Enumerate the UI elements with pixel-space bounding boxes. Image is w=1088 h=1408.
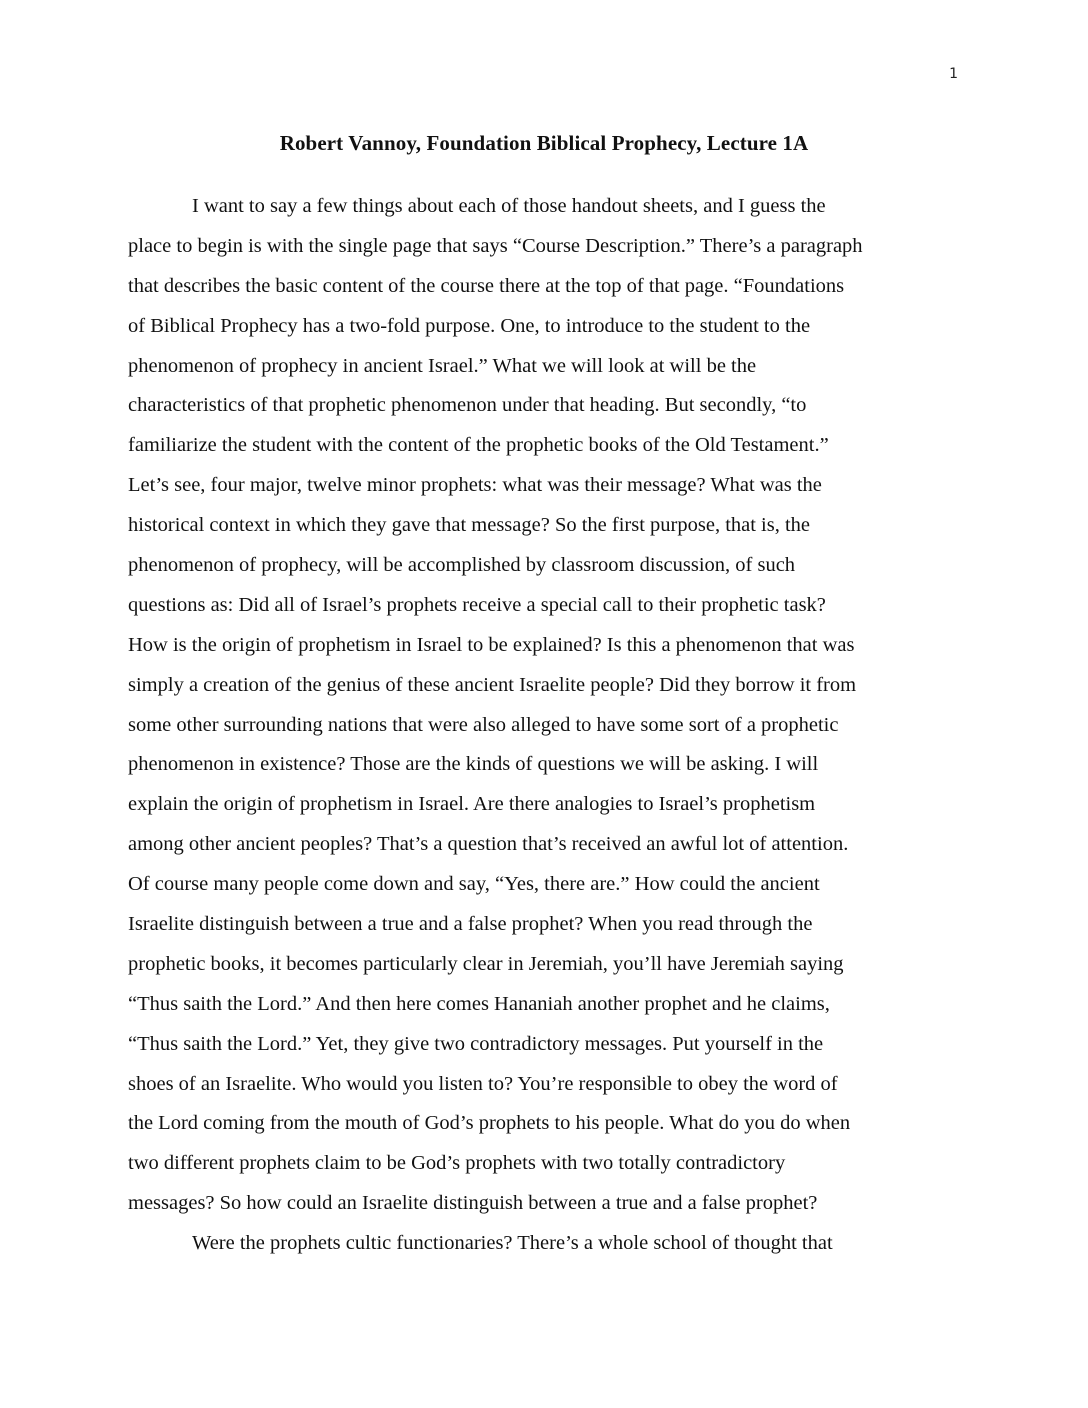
text-line: two different prophets claim to be God’s prophets with two totally contradictory [128, 1152, 786, 1175]
lecture-title: Robert Vannoy, Foundation Biblical Prophecy, Lecture 1A [279, 131, 809, 155]
text-line: “Thus saith the Lord.” And then here comes Hananiah another prophet and he claims, [128, 992, 830, 1015]
text-line: among other ancient peoples? That’s a question that’s received an awful lot of attention. [128, 833, 849, 856]
text-line: Let’s see, four major, twelve minor prophets: what was their message? What was the [128, 474, 822, 497]
text-line: “Thus saith the Lord.” Yet, they give two contradictory messages. Put yourself in the [128, 1032, 824, 1055]
text-line: phenomenon of prophecy, will be accomplished by classroom discussion, of such [128, 554, 796, 577]
text-line: prophetic books, it becomes particularly clear in Jeremiah, you’ll have Jeremiah saying [128, 952, 844, 975]
text-line: phenomenon in existence? Those are the kinds of questions we will be asking. I will [128, 753, 819, 776]
text-line: that describes the basic content of the course there at the top of that page. “Foundations [128, 274, 845, 297]
text-line: familiarize the student with the content of the prophetic books of the Old Testament.” [128, 434, 829, 457]
paragraph-2-first-line: Were the prophets cultic functionaries? There’s a whole school of thought that [192, 1232, 833, 1255]
text-line: characteristics of that prophetic phenomenon under that heading. But secondly, “to [128, 394, 807, 417]
text-line: some other surrounding nations that were also alleged to have some sort of a prophetic [128, 713, 839, 736]
text-line: historical context in which they gave that message? So the first purpose, that is, the [128, 514, 811, 537]
page-number: 1 [949, 66, 958, 82]
text-line: How is the origin of prophetism in Israel to be explained? Is this a phenomenon that was [128, 633, 855, 656]
paragraph-1-first-line: I want to say a few things about each of those handout sheets, and I guess the [192, 195, 826, 217]
text-line: messages? So how could an Israelite distinguish between a true and a false prophet? [128, 1192, 818, 1215]
text-line: phenomenon of prophecy in ancient Israel.” What we will look at will be the [128, 354, 757, 377]
text-line: explain the origin of prophetism in Israel. Are there analogies to Israel’s prophetism [128, 793, 816, 816]
text-line: the Lord coming from the mouth of God’s prophets to his people. What do you do when [128, 1112, 851, 1135]
text-line: simply a creation of the genius of these ancient Israelite people? Did they borrow it from [128, 673, 857, 696]
text-line: of Biblical Prophecy has a two-fold purpose. One, to introduce to the student to the [128, 314, 811, 337]
text-line: Of course many people come down and say, “Yes, there are.” How could the ancient [128, 873, 820, 896]
text-line: questions as: Did all of Israel’s prophets receive a special call to their prophetic task? [128, 593, 826, 616]
lecture-body [128, 187, 964, 1264]
text-line: shoes of an Israelite. Who would you listen to? You’re responsible to obey the word of [128, 1072, 838, 1095]
text-line: Israelite distinguish between a true and a false prophet? When you read through the [128, 913, 813, 936]
text-line: place to begin is with the single page that says “Course Description.” There’s a paragraph [128, 234, 863, 257]
